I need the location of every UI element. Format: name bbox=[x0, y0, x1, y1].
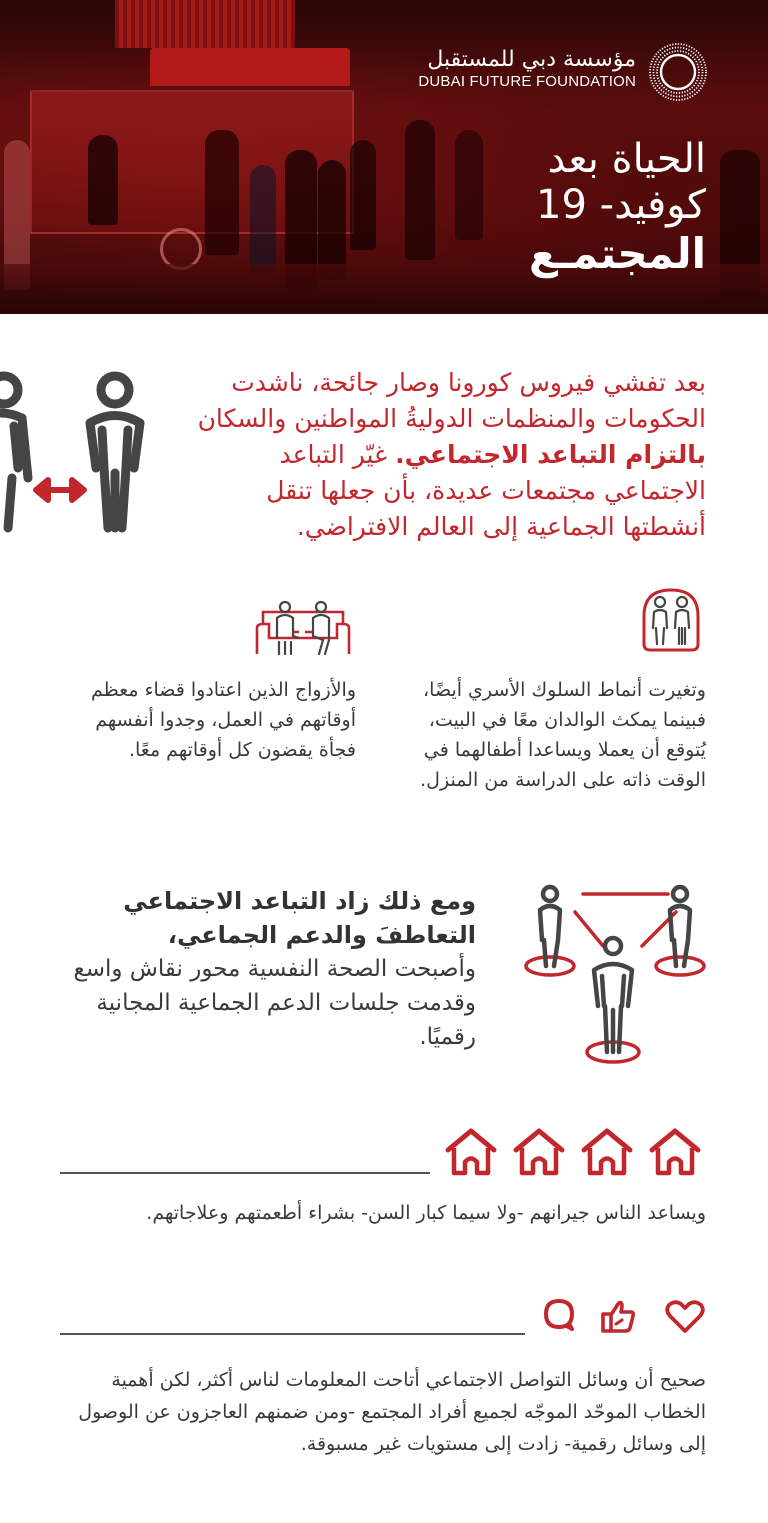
title-line-3: المجتمـع bbox=[529, 229, 706, 278]
intro-text-start: بعد تفشي فيروس كورونا وصار جائحة، ناشدت الحكومات والمنظمات الدوليةُ المواطنين والسكان bbox=[197, 368, 706, 433]
support-text: وأصبحت الصحة النفسية محور نقاش واسع وقدمت جلسات الدعم الجماعية المجانية رقميًا. bbox=[73, 956, 476, 1050]
title-line-2: كوفيد- 19 bbox=[536, 182, 706, 228]
house-icon bbox=[516, 1131, 562, 1173]
intro-text-bold: بالتزام التباعد الاجتماعي. bbox=[395, 440, 706, 469]
hero-person bbox=[205, 130, 239, 255]
hero-person bbox=[88, 135, 118, 225]
house-icon bbox=[448, 1131, 494, 1173]
neighbors-text: ويساعد الناس جيرانهم -ولا سيما كبار السن- بشراء أطعمتهم وعلاجاتهم. bbox=[146, 1202, 706, 1224]
intro-text-end: غيّر التباعد الاجتماعي مجتمعات عديدة، بأن جعلها تنقل أنشطتها الجماعية إلى العالم الافتراضي. bbox=[266, 440, 706, 541]
intro-paragraph bbox=[186, 365, 706, 545]
support-paragraph bbox=[56, 884, 476, 1054]
social-distancing-icon bbox=[0, 368, 160, 538]
hero-person bbox=[405, 120, 435, 260]
hero-building bbox=[115, 0, 295, 48]
hero-person bbox=[455, 130, 483, 240]
connected-people-icon bbox=[520, 880, 710, 1065]
support-heading: ومع ذلك زاد التباعد الاجتماعي التعاطفَ والدعم الجماعي، bbox=[123, 887, 476, 949]
couples-text: والأزواج الذين اعتادوا قضاء معظم أوقاتهم في العمل، وجدوا أنفسهم فجأة يقضون كل أوقاتهم معًا. bbox=[90, 679, 356, 761]
house-icon bbox=[652, 1131, 698, 1173]
thumbs-up-icon bbox=[600, 1298, 636, 1334]
house-icon bbox=[584, 1131, 630, 1173]
logo bbox=[376, 47, 636, 91]
couple-sofa-icon bbox=[255, 598, 351, 656]
section-divider bbox=[60, 1333, 525, 1335]
hero-person bbox=[318, 160, 346, 280]
logo-name-en: DUBAI FUTURE FOUNDATION bbox=[418, 73, 636, 90]
heart-icon bbox=[665, 1300, 705, 1334]
hero-cart-awning bbox=[150, 48, 350, 86]
section-divider bbox=[60, 1172, 430, 1174]
page-title bbox=[529, 136, 706, 280]
hero-person bbox=[250, 165, 276, 275]
hero-banner bbox=[0, 0, 768, 314]
family-dome-icon bbox=[638, 586, 704, 656]
comment-icon bbox=[543, 1298, 575, 1332]
hero-person bbox=[350, 140, 376, 250]
social-media-text: صحيح أن وسائل التواصل الاجتماعي أتاحت المعلومات لناس أكثر، لكن أهمية الخطاب الموحّد الموجّه لجميع أفراد المجتمع -ومن ضمنهم العاجزون عن الوصول إلى وسائل رقمية- زادت إلى مستويات غير مسبوقة. bbox=[78, 1369, 706, 1455]
logo-name-ar: مؤسسة دبي للمستقبل bbox=[427, 47, 636, 72]
houses-row bbox=[445, 1128, 703, 1178]
title-line-1: الحياة بعد bbox=[547, 136, 706, 182]
dotted-ring-logo-icon bbox=[648, 42, 708, 102]
family-behavior-text: وتغيرت أنماط السلوك الأسري أيضًا، فبينما يمكث الوالدان معًا في البيت، يُتوقع أن يعملا ويساعدا أطفالهما في الوقت ذاته على الدراسة من المنزل. bbox=[420, 679, 706, 791]
